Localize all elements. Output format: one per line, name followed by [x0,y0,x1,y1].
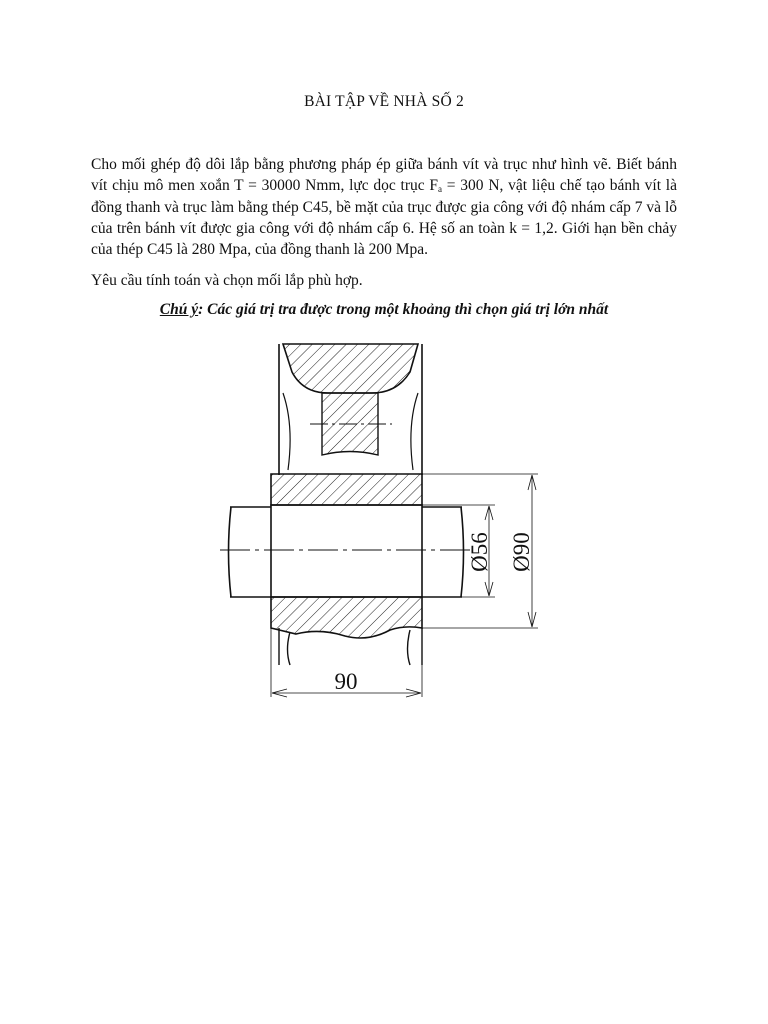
problem-text-part1: Cho mối ghép độ dôi lắp bằng phương pháp ép giữa bánh vít và trục như hình vẽ. Biết bánh vít chịu mô men xoắn T = 30000 Nmm, lực dọc trục F [91,156,677,195]
hub-section-upper [271,474,422,505]
note-lead: Chú ý [159,301,199,318]
problem-text-part2: = 300 N, vật liệu chế tạo bánh vít là đồng thanh và trục làm bằng thép C45, bề mặt của trục được gia công với độ nhám cấp 7 và lỗ của trên bánh vít được gia công với độ nhám cấp 6. Hệ số an toàn k = 1,2. Giới hạn bền chảy của thép C45 là 280 Mpa, của đồng thanh là 200 Mpa. [91,177,677,259]
dimension-length [271,628,422,697]
shaft-left [229,507,272,597]
bore-outline [271,505,422,597]
length-label: 90 [334,669,358,694]
dimension-inner-diameter [422,505,495,597]
note-text: : Các giá trị tra được trong một khoảng thì chọn giá trị lớn nhất [198,301,609,318]
rim-section-upper [283,344,418,393]
inner-diameter-label: Ø56 [467,532,492,572]
force-subscript: a [438,184,443,195]
shaft-right [422,507,464,597]
page-title: BÀI TẬP VỀ NHÀ SỐ 2 [304,93,464,110]
requirement-paragraph: Yêu cầu tính toán và chọn mối lắp phù hợp. [91,272,363,289]
outer-diameter-label: Ø90 [509,532,534,572]
hub-section-lower [271,597,422,638]
